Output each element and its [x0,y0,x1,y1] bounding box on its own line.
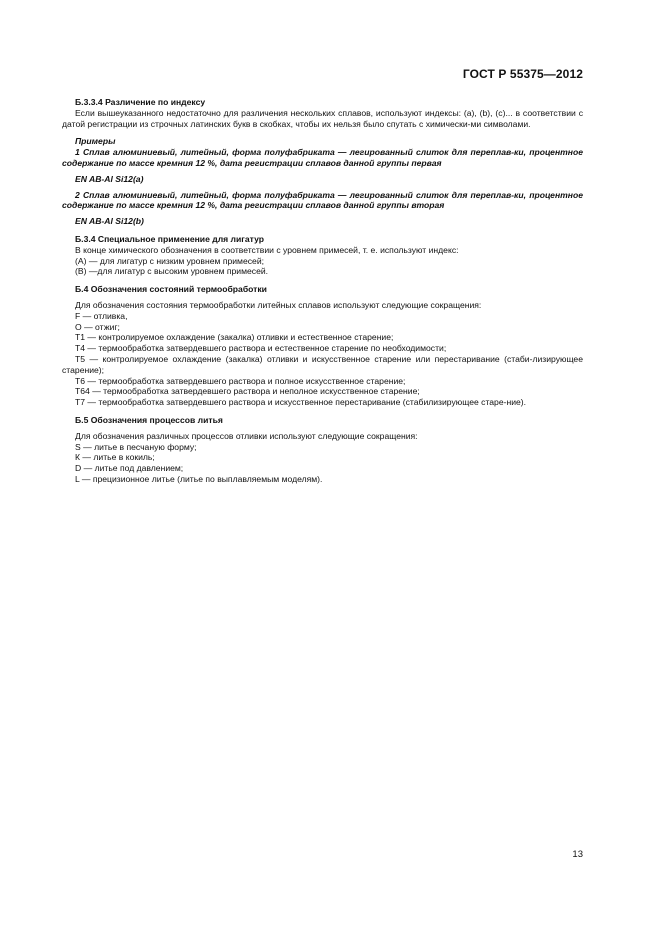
list-item: К — литье в кокиль; [75,452,155,463]
example-2-code: EN AB-Al Si12(b) [75,216,144,227]
page-number: 13 [572,849,583,860]
section-text-b4: Для обозначения состояния термообработки литейных сплавов используют следующие сокращения: [75,299,482,310]
example-1-text: 1 Сплав алюминиевый, литейный, форма полуфабриката — легированный слиток для переплав-ки, процентное содержание по массе кремния 12 %, дата регистрации сплавов данной группы первая [62,147,583,168]
list-item: L — прецизионное литье (литье по выплавляемым моделям). [75,473,323,484]
example-1-code: EN AB-Al Si12(a) [75,173,144,184]
section-text-b5: Для обозначения различных процессов отливки используют следующие сокращения: [75,430,418,441]
list-item: О — отжиг; [75,321,120,332]
list-item: (А) — для лигатур с низким уровнем примесей; [75,255,265,266]
list-item: Т4 — термообработка затвердевшего раствора и естественное старение по необходимости; [75,343,447,354]
list-item: Т64 — термообработка затвердевшего раствора и неполное искусственное старение; [75,386,420,397]
section-heading-b334: Б.3.3.4 Различение по индексу [75,97,206,107]
list-item: S — литье в песчаную форму; [75,441,197,452]
section-text-b34: В конце химического обозначения в соответствии с уровнем примесей, т. е. используют индекс: [75,244,459,255]
list-item: Т7 — термообработка затвердевшего раствора и искусственное перестаривание (стабилизирующее старе-ние). [75,397,527,408]
section-heading-b5: Б.5 Обозначения процессов литья [75,414,223,425]
example-2-text: 2 Сплав алюминиевый, литейный, форма полуфабриката — легированный слиток для переплав-ки, процентное содержание по массе кремния 12 %, дата регистрации сплавов данной группы вторая [62,189,583,211]
section-text-b334: Если вышеуказанного недостаточно для различения нескольких сплавов, используют индексы: (а), (b), (с)... в соответствии с датой регистрации из строчных латинских букв в скобках, чтобы их нельзя было спутать с химически-ми символами. [62,107,583,129]
section-heading-b4: Б.4 Обозначения состояний термообработки [75,284,267,295]
examples-heading: Примеры [75,136,116,147]
list-item: (В) —для лигатур с высоким уровнем примесей. [75,266,269,277]
list-item: Т6 — термообработка затвердевшего раствора и полное искусственное старение; [75,375,406,386]
list-item: D — литье под давлением; [75,463,184,474]
section-heading-b34: Б.3.4 Специальное применение для лигатур [75,233,264,244]
list-item: F — отливка, [75,310,128,321]
document-id-header: ГОСТ Р 55375—2012 [462,67,583,81]
list-item: Т1 — контролируемое охлаждение (закалка) отливки и естественное старение; [75,332,394,343]
page-content [62,97,583,485]
list-item: Т5 — контролируемое охлаждение (закалка) отливки и искусственное старение или перестаривание (стаби-лизирующее старение); [62,353,583,375]
